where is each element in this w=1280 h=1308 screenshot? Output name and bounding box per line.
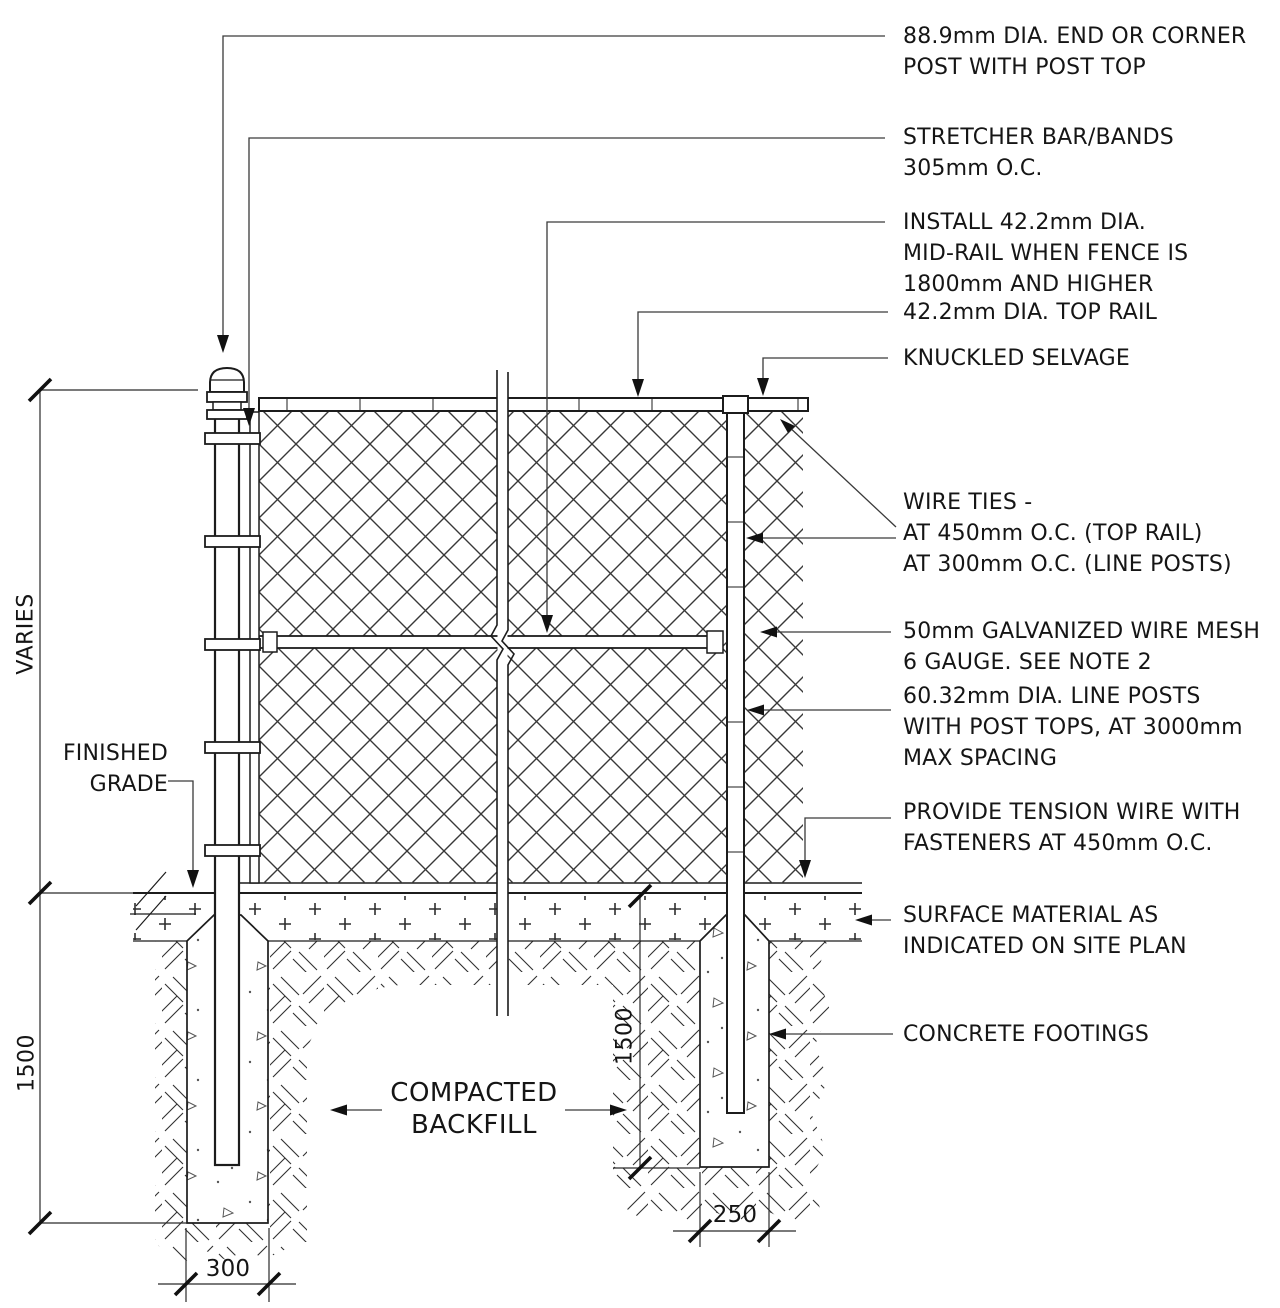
callout-line: MAX SPACING xyxy=(903,746,1058,771)
callout-line: 6 GAUGE. SEE NOTE 2 xyxy=(903,650,1152,675)
fence-detail-drawing: 88.9mm DIA. END OR CORNER POST WITH POST TOP STRETCHER BAR/BANDS 305mm O.C. INSTALL 42.2mm DIA. MID-RAIL WHEN FENCE IS 1800mm AND HIGHER 42.2mm DIA. TOP RAIL KNUCKLED SELVAGE WIRE TIES - AT 450mm O.C. (TOP RAIL) AT 300mm O.C. (LINE POSTS) 50mm GALVANIZED WIRE MESH 6 GAUGE. SEE NOTE 2 60.32mm DIA. LINE POSTS WITH POST TOPS, AT 3000mm MAX SPACING PROVIDE TENSION WIRE WITH FASTENERS AT 450mm O.C. SURFACE MATERIAL AS INDICATED ON SITE PLAN CONCRETE FOOTINGS FINISHED GRADE COMPACTED BACKFILL VARIES 1500 1500 300 250 xyxy=(0,0,1280,1308)
callout-line: WIRE TIES - xyxy=(903,490,1033,515)
finished-grade-line2: GRADE xyxy=(89,772,168,797)
callout-top-rail xyxy=(903,297,1157,328)
callout-line: SURFACE MATERIAL AS xyxy=(903,903,1159,928)
callout-line: INSTALL 42.2mm DIA. xyxy=(903,210,1146,235)
callout-selvage xyxy=(903,343,1130,374)
callout-line: AT 450mm O.C. (TOP RAIL) xyxy=(903,521,1203,546)
callout-line-posts xyxy=(903,681,1243,774)
callout-line: CONCRETE FOOTINGS xyxy=(903,1022,1150,1047)
dim-250: 250 xyxy=(712,1202,758,1228)
dim-300: 300 xyxy=(205,1256,251,1282)
callout-line: STRETCHER BAR/BANDS xyxy=(903,125,1174,150)
callout-surface xyxy=(903,900,1187,962)
callout-mesh xyxy=(903,616,1260,678)
callout-line: AT 300mm O.C. (LINE POSTS) xyxy=(903,552,1232,577)
callout-line: WITH POST TOPS, AT 3000mm xyxy=(903,715,1243,740)
callout-line: 50mm GALVANIZED WIRE MESH xyxy=(903,619,1261,644)
callout-stretcher xyxy=(903,122,1174,184)
callout-line: 42.2mm DIA. TOP RAIL xyxy=(903,300,1158,325)
callout-end-post xyxy=(903,21,1246,83)
callout-line: 88.9mm DIA. END OR CORNER xyxy=(903,24,1247,49)
backfill-line1: COMPACTED xyxy=(390,1078,558,1108)
callout-line: 1800mm AND HIGHER xyxy=(903,272,1154,297)
callout-line: MID-RAIL WHEN FENCE IS xyxy=(903,241,1189,266)
callout-line: FASTENERS AT 450mm O.C. xyxy=(903,831,1213,856)
backfill-line2: BACKFILL xyxy=(411,1110,537,1140)
compacted-backfill-label xyxy=(334,1077,614,1141)
callout-line: POST WITH POST TOP xyxy=(903,55,1146,80)
callout-line: 305mm O.C. xyxy=(903,156,1043,181)
callout-mid-rail xyxy=(903,207,1188,300)
callout-line: KNUCKLED SELVAGE xyxy=(903,346,1131,371)
callout-wire-ties xyxy=(903,487,1232,580)
line-post xyxy=(723,396,748,1113)
finished-grade-line1: FINISHED xyxy=(62,741,168,766)
finished-grade-label xyxy=(28,738,168,800)
callout-footings xyxy=(903,1019,1149,1050)
callout-line: PROVIDE TENSION WIRE WITH xyxy=(903,800,1241,825)
callout-tension-wire xyxy=(903,797,1241,859)
callout-line: 60.32mm DIA. LINE POSTS xyxy=(903,684,1201,709)
callout-line: INDICATED ON SITE PLAN xyxy=(903,934,1187,959)
